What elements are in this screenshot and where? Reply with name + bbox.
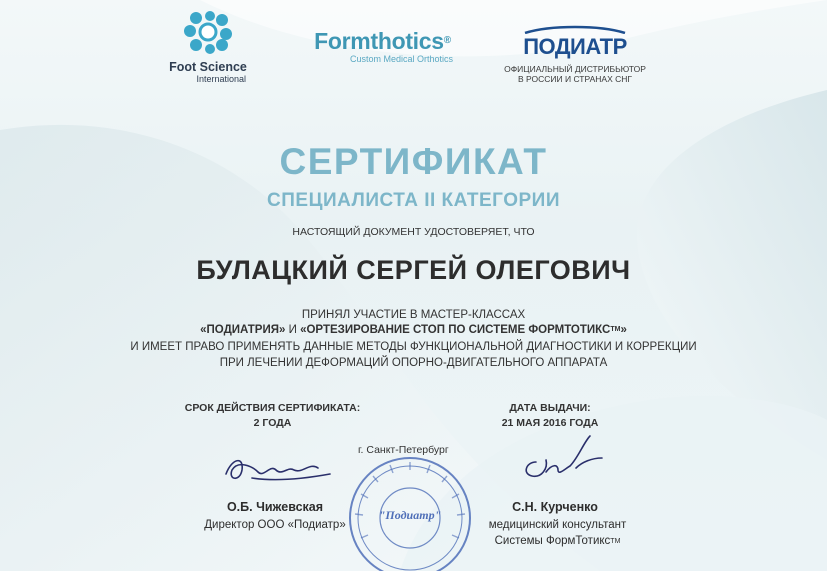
- right-signature-image: [512, 428, 612, 488]
- foot-science-name: Foot Science: [169, 60, 247, 74]
- podiatr-sub-1: ОФИЦИАЛЬНЫЙ ДИСТРИБЬЮТОР: [504, 64, 646, 74]
- conjunction: И: [285, 324, 301, 336]
- course-podiatry: «ПОДИАТРИЯ»: [200, 324, 286, 336]
- left-signatory-name: О.Б. Чижевская: [226, 500, 324, 514]
- trademark-mark: TM: [610, 326, 621, 333]
- right-signatory-name: С.Н. Курченко: [512, 500, 598, 514]
- stamp-center-text: "Подиатр": [378, 508, 442, 522]
- city-text: г. Санкт-Петербург: [358, 444, 449, 456]
- podiatr-mark: ПОДИАТР: [523, 34, 627, 59]
- certificate-subtitle: СПЕЦИАЛИСТА II КАТЕГОРИИ: [267, 190, 560, 211]
- formthotics-logo: [300, 28, 465, 65]
- right-trademark-mark: TM: [610, 538, 621, 545]
- validity-block: [170, 401, 375, 431]
- foot-science-logo: [158, 10, 258, 84]
- foot-science-icon: [180, 10, 236, 56]
- body-line-4: ПРИ ЛЕЧЕНИИ ДЕФОРМАЦИЙ ОПОРНО-ДВИГАТЕЛЬНОГО АППАРАТА: [219, 357, 608, 369]
- body-line-3: И ИМЕЕТ ПРАВО ПРИМЕНЯТЬ ДАННЫЕ МЕТОДЫ ФУНКЦИОНАЛЬНОЙ ДИАГНОСТИКИ И КОРРЕКЦИИ: [130, 341, 697, 353]
- podiatr-sub-2: В РОССИИ И СТРАНАХ СНГ: [518, 74, 632, 84]
- recipient-name: БУЛАЦКИЙ СЕРГЕЙ ОЛЕГОВИЧ: [196, 255, 631, 285]
- body-line-1: ПРИНЯЛ УЧАСТИЕ В МАСТЕР-КЛАССАХ: [301, 309, 526, 321]
- certifies-text: НАСТОЯЩИЙ ДОКУМЕНТ УДОСТОВЕРЯЕТ, ЧТО: [292, 226, 535, 238]
- right-role-system: Системы ФормТотикс: [494, 535, 611, 547]
- course-orthosis: «ОРТЕЗИРОВАНИЕ СТОП ПО СИСТЕМЕ ФОРМТОТИКС: [300, 324, 611, 336]
- right-signatory-role-1: медицинский консультант: [488, 519, 627, 531]
- formthotics-name: Formthotics: [314, 28, 444, 54]
- registered-mark: ®: [443, 35, 451, 46]
- validity-label: СРОК ДЕЙСТВИЯ СЕРТИФИКАТА:: [184, 402, 361, 414]
- right-signatory-role-2: [470, 534, 645, 549]
- foot-science-sub: International: [196, 74, 246, 84]
- formthotics-sub: Custom Medical Orthotics: [349, 54, 453, 64]
- body-line-2: [0, 323, 827, 337]
- validity-value: 2 ГОДА: [253, 417, 292, 429]
- left-signature-image: [218, 448, 338, 490]
- course-quote-end: »: [620, 324, 627, 336]
- issue-label: ДАТА ВЫДАЧИ:: [509, 402, 591, 414]
- left-signatory-role: Директор ООО «Подиатр»: [204, 519, 346, 531]
- podiatr-logo: [500, 24, 650, 84]
- certificate-title: СЕРТИФИКАТ: [279, 141, 548, 182]
- podiatr-arch-icon: [510, 24, 640, 34]
- issue-block: [470, 401, 630, 431]
- issue-value: 21 МАЯ 2016 ГОДА: [501, 417, 599, 429]
